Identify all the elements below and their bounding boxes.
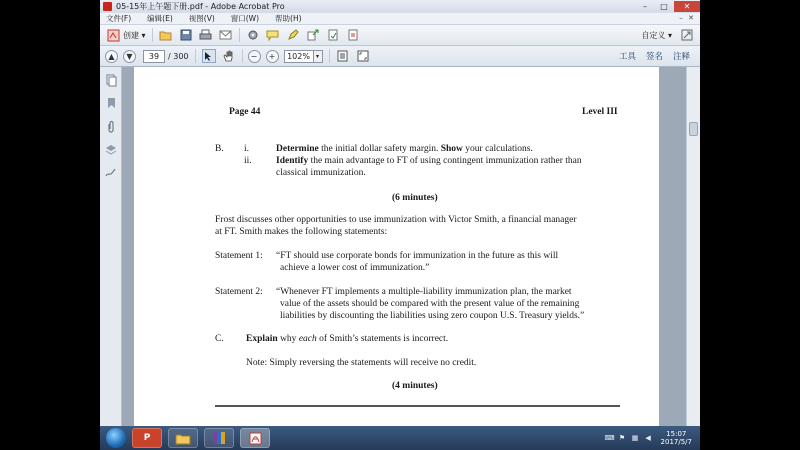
part-c-label: C. <box>215 334 224 344</box>
part-b-ii-number: ii. <box>244 156 252 166</box>
zoom-level-field[interactable]: 102% <box>284 50 314 63</box>
expand-window-icon[interactable] <box>680 28 694 42</box>
page-thumbnails-icon[interactable] <box>104 73 118 87</box>
vertical-scrollbar[interactable] <box>686 67 700 426</box>
toolbar-divider <box>239 28 240 42</box>
maximize-button[interactable]: □ <box>660 2 668 11</box>
menu-view[interactable]: 视图(V) <box>188 14 215 23</box>
keyboard-icon[interactable]: ⌨ <box>604 433 615 442</box>
attachment-paperclip-icon[interactable] <box>104 119 118 133</box>
minimize-button[interactable]: – <box>643 2 647 11</box>
start-button[interactable] <box>106 428 126 448</box>
select-cursor-icon[interactable] <box>202 49 216 63</box>
comment-bubble-icon[interactable] <box>266 28 280 42</box>
part-b-label: B. <box>215 144 224 154</box>
statement-2-line2: value of the assets should be compared with the present value of the remaining <box>280 299 580 309</box>
open-folder-icon[interactable] <box>159 28 173 42</box>
document-viewport[interactable] <box>122 67 700 426</box>
intro-paragraph-line1: Frost discusses other opportunities to use immunization with Victor Smith, a financial manager <box>215 215 577 225</box>
part-c-time: (4 minutes) <box>392 381 438 391</box>
full-screen-icon[interactable] <box>356 49 370 63</box>
statement-1-line2: achieve a lower cost of immunization.” <box>280 263 430 273</box>
toolbar-divider <box>242 49 243 63</box>
export-icon[interactable] <box>306 28 320 42</box>
taskbar-acrobat-icon[interactable] <box>240 428 270 448</box>
navigation-panel <box>100 67 122 426</box>
acrobat-app-icon <box>103 2 112 11</box>
statement-2-line3: liabilities by discounting the liabilities using zero coupon U.S. Treasury yields.” <box>280 311 585 321</box>
statement-2-line1: “Whenever FT implements a multiple-liability immunization plan, the market <box>276 287 572 297</box>
pdf-page <box>134 67 659 426</box>
taskbar-explorer-icon[interactable] <box>168 428 198 448</box>
print-icon[interactable] <box>199 28 213 42</box>
title-bar <box>100 0 700 13</box>
close-button[interactable]: ✕ <box>674 1 700 12</box>
intro-paragraph-line2: at FT. Smith makes the following statements: <box>215 227 388 237</box>
taskbar-powerpoint-icon[interactable]: P <box>132 428 162 448</box>
taskbar-archive-icon[interactable] <box>204 428 234 448</box>
hand-tool-icon[interactable] <box>222 49 236 63</box>
statement-1-label: Statement 1: <box>215 251 263 261</box>
zoom-in-button[interactable]: + <box>266 50 279 63</box>
part-b-ii-text-line2: classical immunization. <box>276 168 366 178</box>
toolbar-divider <box>329 49 330 63</box>
clock-date: 2017/5/7 <box>660 438 692 446</box>
zoom-out-button[interactable]: − <box>248 50 261 63</box>
create-pdf-icon[interactable] <box>106 28 120 42</box>
tab-sign[interactable]: 签名 <box>645 52 663 62</box>
menu-bar <box>100 13 700 25</box>
network-icon[interactable]: ▦ <box>631 433 639 442</box>
menu-help[interactable]: 帮助(H) <box>275 14 302 23</box>
part-b-i-text: Determine the initial dollar safety margin. Show your calculations. <box>276 144 533 154</box>
zoom-dropdown-button[interactable]: ▾ <box>314 50 323 63</box>
settings-gear-icon[interactable] <box>246 28 260 42</box>
create-button[interactable]: 创建 ▾ <box>123 30 146 40</box>
customize-menu[interactable]: 自定义 ▾ <box>641 30 672 40</box>
share-icon[interactable] <box>346 28 360 42</box>
tab-tools[interactable]: 工具 <box>618 52 636 62</box>
fit-page-icon[interactable] <box>336 49 350 63</box>
system-tray <box>601 430 692 446</box>
doc-close-button[interactable]: ✕ <box>688 14 694 22</box>
sign-stamp-icon[interactable] <box>326 28 340 42</box>
email-icon[interactable] <box>219 28 233 42</box>
windows-taskbar <box>100 426 700 450</box>
main-toolbar <box>100 25 700 46</box>
layers-icon[interactable] <box>104 142 118 156</box>
scrollbar-thumb[interactable] <box>689 122 698 136</box>
level-header: Level III <box>582 107 618 117</box>
page-number-input[interactable]: 39 <box>143 50 165 63</box>
next-page-button[interactable]: ▼ <box>123 50 136 63</box>
previous-page-button[interactable]: ▲ <box>105 50 118 63</box>
toolbar-divider <box>152 28 153 42</box>
statement-1-line1: “FT should use corporate bonds for immunization in the future as this will <box>276 251 559 261</box>
flag-icon[interactable]: ⚑ <box>618 433 626 442</box>
clock-time: 15:07 <box>666 430 687 438</box>
acrobat-window <box>100 0 700 450</box>
save-icon[interactable] <box>179 28 193 42</box>
window-title: 05-15年上午题下册.pdf - Adobe Acrobat Pro <box>116 2 285 11</box>
note-text: Note: Simply reversing the statements will receive no credit. <box>246 358 477 368</box>
navigation-toolbar <box>100 46 700 67</box>
statement-2-label: Statement 2: <box>215 287 263 297</box>
system-clock[interactable] <box>661 430 692 446</box>
toolbar-divider <box>195 49 196 63</box>
page-header: Page 44 <box>229 107 261 117</box>
bookmark-icon[interactable] <box>104 96 118 110</box>
total-pages-label: / 300 <box>168 51 189 61</box>
menu-file[interactable]: 文件(F) <box>106 14 132 23</box>
doc-minimize-button[interactable]: – <box>679 14 683 22</box>
highlight-icon[interactable] <box>286 28 300 42</box>
menu-window[interactable]: 窗口(W) <box>230 14 260 23</box>
part-b-ii-text: Identify the main advantage to FT of using contingent immunization rather than <box>276 156 582 166</box>
signature-pen-icon[interactable] <box>104 165 118 179</box>
part-b-i-number: i. <box>244 144 250 154</box>
tab-comment[interactable]: 注释 <box>672 52 690 62</box>
section-divider-line <box>215 405 620 407</box>
menu-edit[interactable]: 编辑(E) <box>147 14 173 23</box>
volume-icon[interactable]: ◀ <box>645 433 651 442</box>
part-b-time: (6 minutes) <box>392 193 438 203</box>
part-c-text: Explain why each of Smith’s statements is incorrect. <box>246 334 449 344</box>
